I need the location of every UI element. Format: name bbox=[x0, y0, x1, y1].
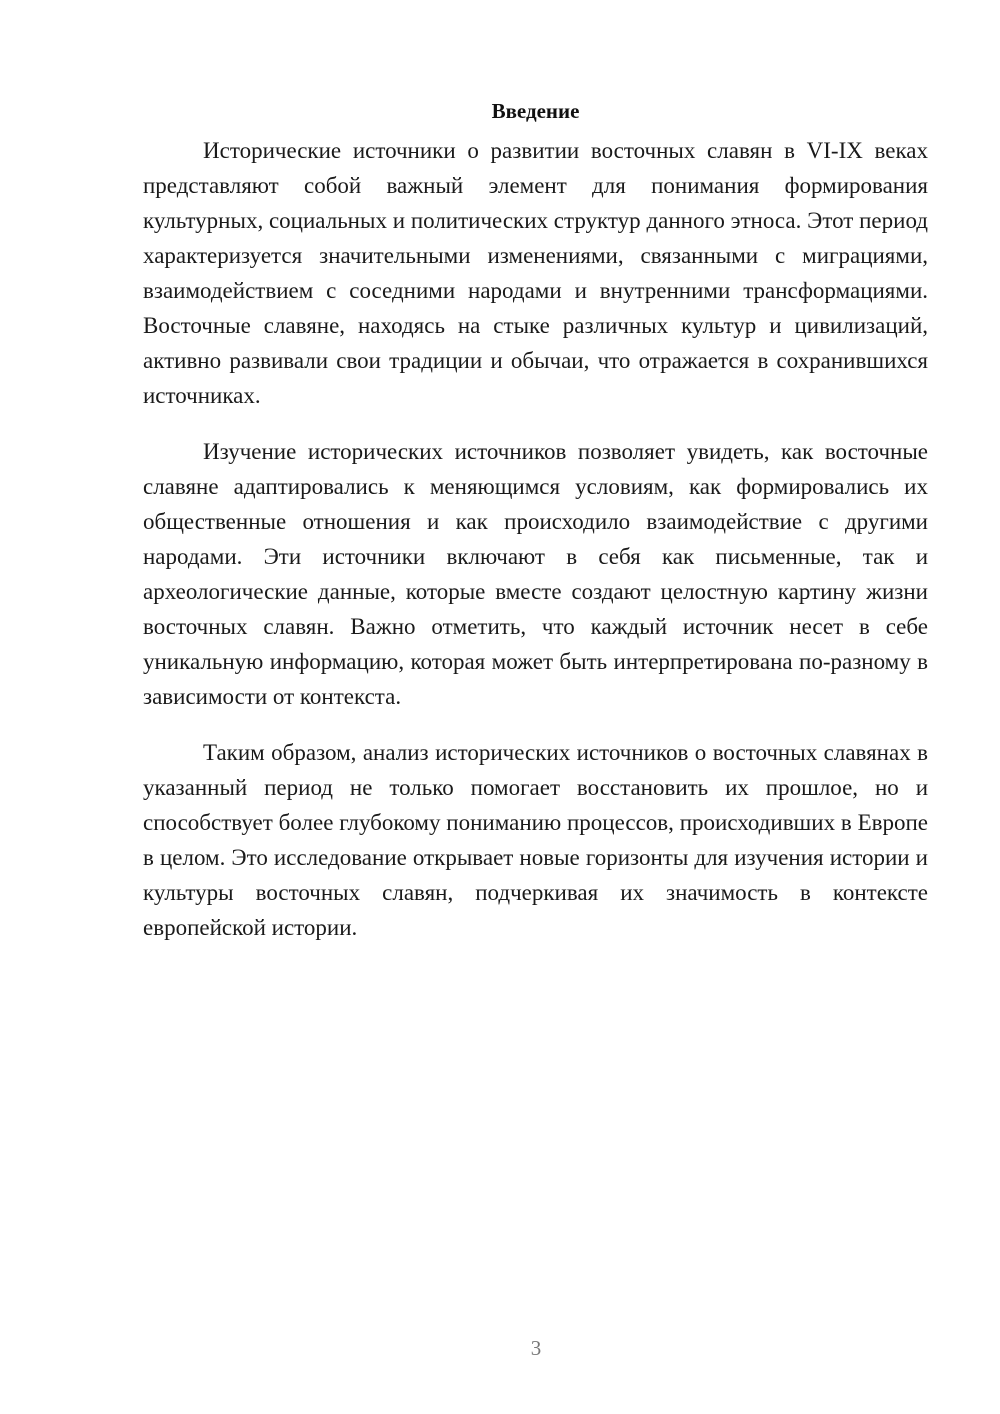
paragraph-3: Таким образом, анализ исторических источников о восточных славянах в указанный период не только помогает восстановить их прошлое, но и способствует более глубокому пониманию процессов, происходивших в Европе в целом. Это исследование открывает новые горизонты для изучения истории и культуры восточных славян, подчеркивая их значимость в контексте европейской истории. bbox=[143, 740, 928, 940]
section-heading: Введение bbox=[491, 99, 580, 123]
page-content bbox=[143, 96, 928, 966]
paragraph-2: Изучение исторических источников позволяет увидеть, как восточные славяне адаптировались к меняющимся условиям, как формировались их общественные отношения и как происходило взаимодействие с другими народами. Эти источники включают в себя как письменные, так и археологические данные, которые вместе создают целостную картину жизни восточных славян. Важно отметить, что каждый источник несет в себе уникальную информацию, которая может быть интерпретирована по-разному в зависимости от контекста. bbox=[143, 439, 928, 709]
paragraph-1: Исторические источники о развитии восточных славян в VI-IX веках представляют собой важный элемент для понимания формирования культурных, социальных и политических структур данного этноса. Этот период характеризуется значительными изменениями, связанными с миграциями, взаимодействием с соседними народами и внутренними трансформациями. Восточные славяне, находясь на стыке различных культур и цивилизаций, активно развивали свои традиции и обычаи, что отражается в сохранившихся источниках. bbox=[143, 138, 928, 408]
page-number: 3 bbox=[530, 1336, 542, 1360]
